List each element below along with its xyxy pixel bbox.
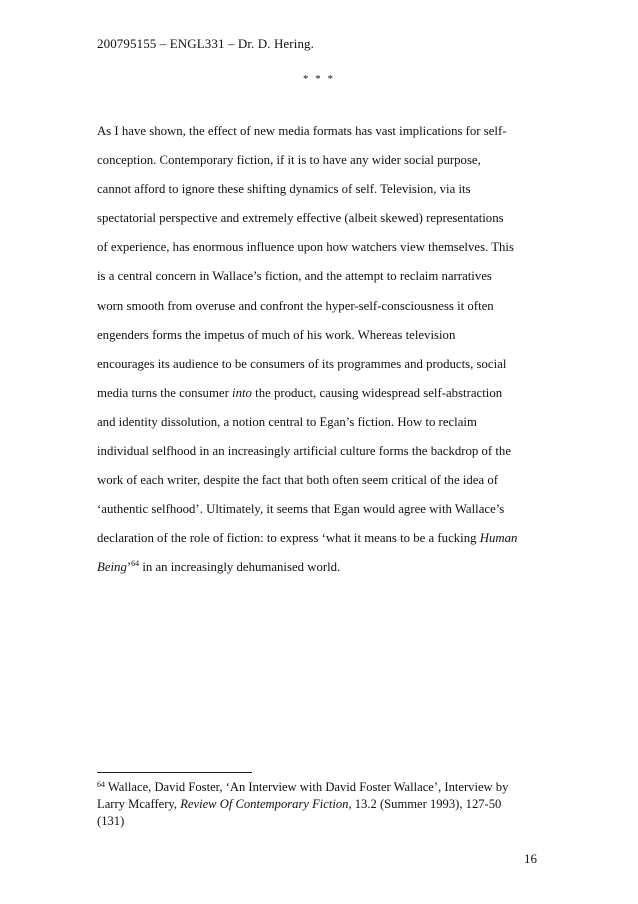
body-line: spectatorial perspective and extremely effective (albeit skewed) representations	[97, 211, 504, 226]
body-line: ‘authentic selfhood’. Ultimately, it seems that Egan would agree with Wallace’s	[97, 502, 505, 517]
footnote-text: Larry Mcaffery,	[97, 796, 181, 811]
body-line: and identity dissolution, a notion central to Egan’s fiction. How to reclaim	[97, 414, 477, 429]
body-line: conception. Contemporary fiction, if it is to have any wider social purpose,	[97, 153, 481, 168]
page-number: 16	[524, 851, 537, 866]
body-paragraph	[97, 117, 549, 583]
italic-emphasis: Being	[97, 560, 127, 575]
footnote-reference[interactable]: 64	[131, 559, 140, 569]
page-header: 200795155 – ENGL331 – Dr. D. Hering.	[97, 36, 314, 51]
footnote-journal-title: Review Of Contemporary Fiction,	[180, 796, 352, 811]
body-line: cannot afford to ignore these shifting dynamics of self. Television, via its	[97, 182, 471, 197]
body-text-segment: the product, causing widespread self-abstraction	[251, 385, 503, 400]
footnote-line	[97, 796, 549, 813]
body-line: encourages its audience to be consumers of its programmes and products, social	[97, 356, 507, 371]
body-line: individual selfhood in an increasingly artificial culture forms the backdrop of the	[97, 444, 511, 459]
italic-emphasis: into	[232, 385, 252, 400]
footnote-text: 13.2 (Summer 1993), 127-50	[351, 796, 502, 811]
body-line: of experience, has enormous influence upon how watchers view themselves. This	[97, 240, 514, 255]
body-line	[97, 379, 549, 408]
body-line: work of each writer, despite the fact that both often seem critical of the idea of	[97, 473, 499, 488]
italic-emphasis: Human	[479, 531, 518, 546]
body-text-segment: media turns the consumer	[97, 385, 233, 400]
footnote-number: 64	[97, 780, 105, 789]
footnote-line	[97, 779, 549, 796]
closing-quote: ’	[126, 560, 132, 575]
body-line	[97, 524, 549, 553]
section-separator: * * *	[303, 73, 335, 85]
body-line: engenders forms the impetus of much of his work. Whereas television	[97, 327, 456, 342]
footnote-divider	[97, 772, 252, 773]
body-text-segment: declaration of the role of fiction: to express ‘what it means to be a fucking	[97, 531, 480, 546]
footnote-line: (131)	[97, 813, 125, 828]
body-line: is a central concern in Wallace’s fiction, and the attempt to reclaim narratives	[97, 269, 492, 284]
body-line: As I have shown, the effect of new media formats has vast implications for self-	[97, 124, 507, 138]
body-line	[97, 553, 549, 582]
body-line: worn smooth from overuse and confront the hyper-self-consciousness it often	[97, 298, 494, 313]
footnote	[97, 779, 549, 829]
body-text-segment: in an increasingly dehumanised world.	[139, 560, 341, 575]
footnote-text: Wallace, David Foster, ‘An Interview with David Foster Wallace’, Interview by	[105, 780, 509, 794]
